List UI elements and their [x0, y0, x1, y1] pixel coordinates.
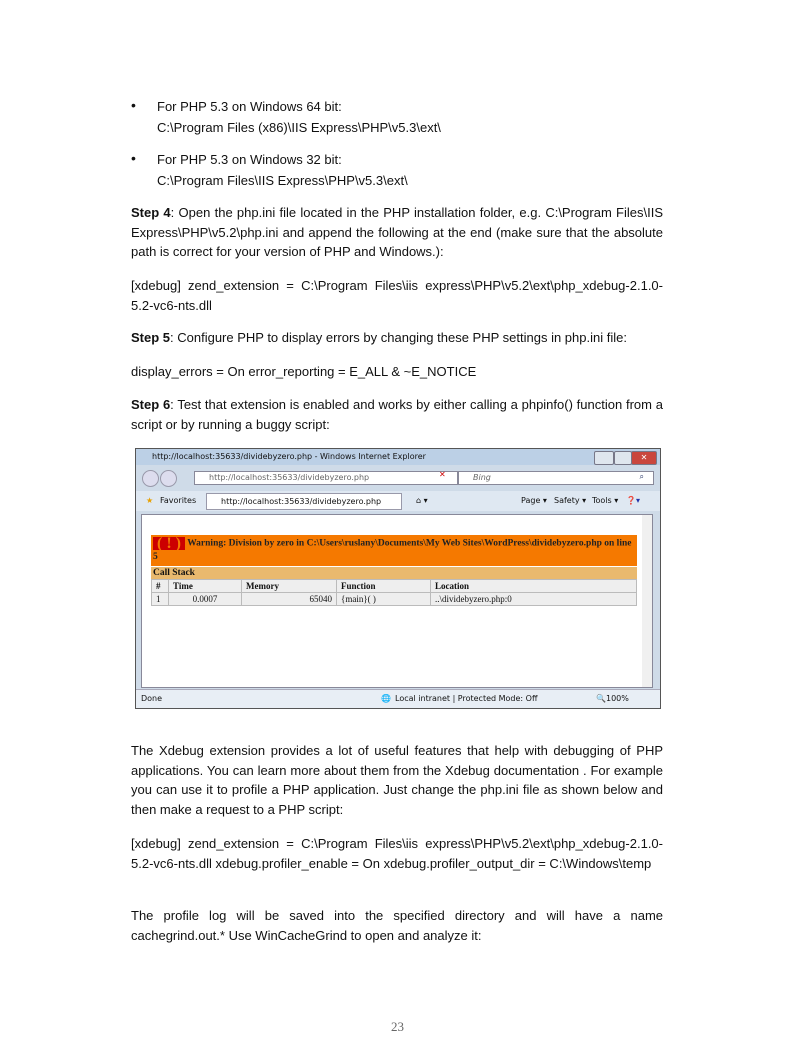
status-text: Done: [141, 694, 163, 703]
paragraph: The profile log will be saved into the specified directory and will have a name cachegrind.out.* Use WinCacheGrind to open and analyze it:: [131, 908, 663, 943]
xdebug-error: [151, 535, 637, 606]
step-6: [131, 395, 663, 434]
favorites-button[interactable]: Favorites: [160, 496, 197, 505]
search-input[interactable]: Bing: [458, 471, 654, 485]
minimize-button[interactable]: [594, 451, 614, 465]
zoom-icon: 🔍: [596, 694, 606, 703]
close-button[interactable]: ✕: [631, 451, 657, 465]
bullet-item: [157, 96, 657, 138]
step-text: : Test that extension is enabled and works by either calling a phpinfo() function from a script or by running a buggy script:: [131, 397, 663, 432]
column-header: #: [152, 579, 169, 592]
back-icon[interactable]: [142, 470, 159, 487]
table-cell: ..\dividebyzero.php:0: [431, 592, 637, 605]
command-bar: [136, 491, 660, 511]
status-bar: [136, 689, 660, 708]
paragraph: The Xdebug extension provides a lot of useful features that help with debugging of PHP applications. You can learn more about them from the Xdebug documentation . For example you can use it to profile a PHP application. Just change the php.ini file as shown below and then make a request to a PHP script:: [131, 743, 663, 817]
search-icon[interactable]: ⌕: [639, 472, 644, 481]
address-input[interactable]: http://localhost:35633/dividebyzero.php: [194, 471, 458, 485]
page-content: [141, 514, 653, 688]
step-text: : Configure PHP to display errors by changing these PHP settings in php.ini file:: [170, 330, 627, 345]
table-header-row: [152, 579, 637, 592]
page-menu[interactable]: Page ▾: [521, 496, 547, 505]
safety-menu[interactable]: Safety ▾: [554, 496, 587, 505]
bullet-icon: •: [131, 97, 136, 113]
tools-menu[interactable]: Tools ▾: [592, 496, 619, 505]
step-label: Step 4: [131, 205, 171, 220]
warning-text: Warning: Division by zero in C:\Users\ruslany\Documents\My Web Sites\WordPress\dividebyzero.php on line 5: [153, 538, 632, 562]
step-4: [131, 203, 663, 262]
zoom-level[interactable]: 100%: [606, 694, 629, 703]
bullet-item: [157, 149, 657, 191]
navigation-bar: [136, 467, 660, 489]
table-cell: {main}( ): [337, 592, 431, 605]
call-stack-table: [151, 579, 637, 606]
table-cell: 0.0007: [169, 592, 242, 605]
step-label: Step 6: [131, 397, 171, 412]
table-row: [152, 592, 637, 605]
table-cell: 65040: [242, 592, 337, 605]
bullet-path: C:\Program Files (x86)\IIS Express\PHP\v5.3\ext\: [157, 120, 441, 135]
browser-screenshot: [135, 448, 661, 709]
call-stack-header: Call Stack: [151, 566, 637, 579]
settings-line: display_errors = On error_reporting = E_ALL & ~E_NOTICE: [131, 364, 477, 379]
bullet-label: For PHP 5.3 on Windows 64 bit:: [157, 99, 342, 114]
step-text: : Open the php.ini file located in the PHP installation folder, e.g. C:\Program Files\IIS Express\PHP\v5.2\php.ini and append the following at the end (make sure that the absolute path is correct for your version of PHP and Windows.):: [131, 205, 663, 259]
page-number: 23: [391, 1019, 404, 1034]
help-icon[interactable]: ❓▾: [626, 496, 640, 505]
scrollbar[interactable]: [642, 515, 652, 687]
warning-banner: [151, 535, 637, 566]
step-label: Step 5: [131, 330, 171, 345]
config-block-2: [xdebug] zend_extension = C:\Program Files\iis express\PHP\v5.2\ext\php_xdebug-2.1.0-5.2-vc6-nts.dll xdebug.profiler_enable = On xdebug.profiler_output_dir = C:\Windows\temp: [131, 836, 663, 871]
bullet-icon: •: [131, 150, 136, 166]
warning-icon: ( ! ): [153, 537, 185, 550]
table-cell: 1: [152, 592, 169, 605]
bullet-label: For PHP 5.3 on Windows 32 bit:: [157, 152, 342, 167]
stop-icon[interactable]: ✕: [439, 470, 446, 479]
browser-tab[interactable]: http://localhost:35633/dividebyzero.php: [206, 493, 402, 510]
column-header: Memory: [242, 579, 337, 592]
config-block-1: [xdebug] zend_extension = C:\Program Files\iis express\PHP\v5.2\ext\php_xdebug-2.1.0-5.2-vc6-nts.dll: [131, 278, 663, 313]
window-title: http://localhost:35633/dividebyzero.php - Windows Internet Explorer: [152, 452, 426, 461]
security-zone[interactable]: Local intranet | Protected Mode: Off: [395, 694, 538, 703]
column-header: Function: [337, 579, 431, 592]
forward-icon[interactable]: [160, 470, 177, 487]
column-header: Time: [169, 579, 242, 592]
maximize-button[interactable]: [614, 451, 632, 465]
step-5: [131, 328, 663, 348]
column-header: Location: [431, 579, 637, 592]
bullet-path: C:\Program Files\IIS Express\PHP\v5.3\ext\: [157, 173, 408, 188]
home-icon[interactable]: ⌂ ▾: [416, 496, 428, 505]
globe-icon: 🌐: [381, 694, 391, 703]
title-bar: [136, 449, 660, 465]
favorites-star-icon: ★: [146, 496, 154, 505]
